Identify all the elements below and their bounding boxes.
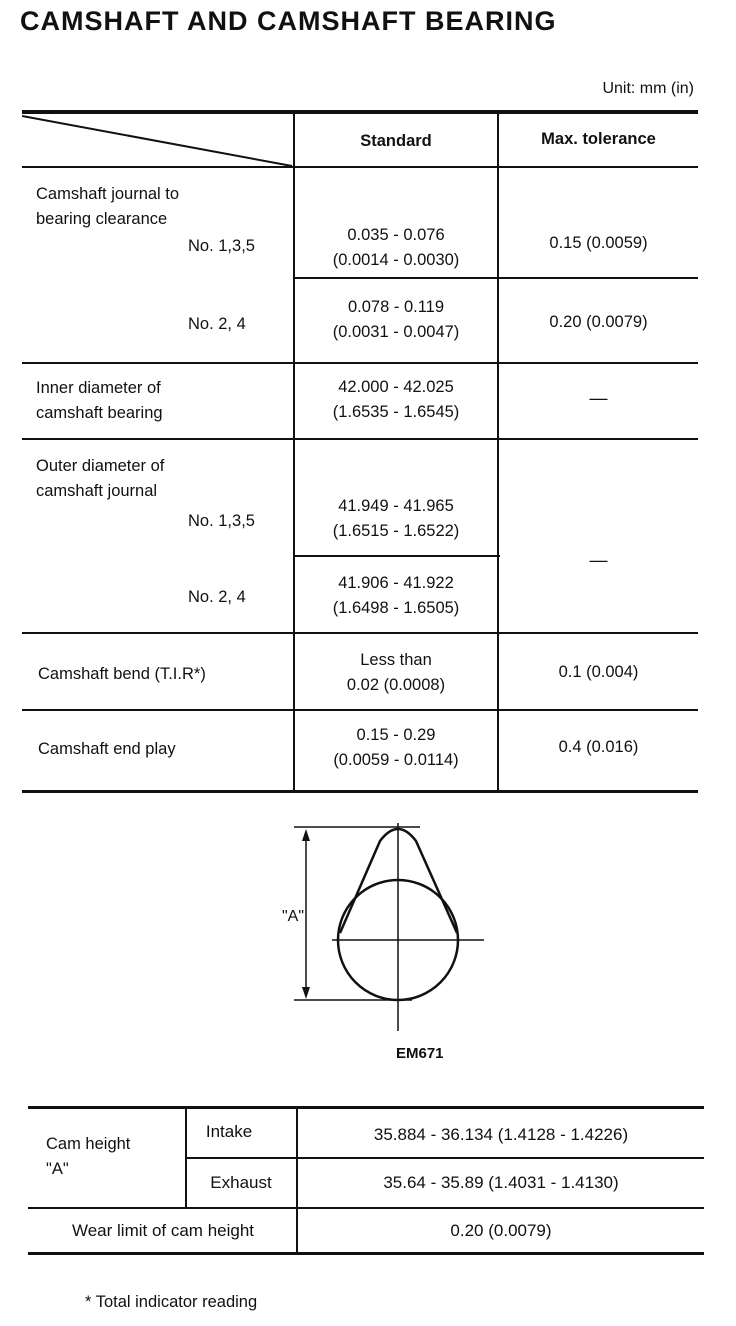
table-top-rule — [28, 1106, 704, 1109]
row-rule — [22, 438, 698, 440]
bend-max: 0.1 (0.004) — [558, 662, 639, 681]
clearance-no135-max: 0.15 (0.0059) — [549, 233, 648, 252]
row-rule — [22, 709, 698, 711]
footnote: * Total indicator reading — [85, 1293, 258, 1311]
exhaust-label: Exhaust — [210, 1172, 272, 1192]
row-rule — [185, 1157, 704, 1159]
table-bottom-rule — [28, 1252, 704, 1255]
cam-height-label: Cam height "A" — [46, 1135, 131, 1178]
sub-label-no-135: No. 1,3,5 — [188, 237, 255, 255]
end-play-max: 0.4 (0.016) — [558, 737, 639, 756]
header-diagonal — [22, 114, 294, 168]
cam-lobe-diagram — [270, 815, 510, 1040]
journal-outer-no24-standard: 41.906 - 41.922 (1.6498 - 1.6505) — [332, 574, 460, 617]
row-rule — [22, 632, 698, 634]
clearance-no24-max: 0.20 (0.0079) — [549, 312, 648, 331]
wear-limit-label: Wear limit of cam height — [71, 1221, 255, 1240]
dimension-arrow-bottom — [302, 987, 310, 999]
dimension-arrow-top — [302, 829, 310, 841]
row-rule — [294, 555, 500, 557]
sub-label-no-135: No. 1,3,5 — [188, 512, 255, 530]
wear-limit-value: 0.20 (0.0079) — [450, 1221, 552, 1240]
row-rule — [28, 1207, 704, 1209]
sub-label-no-24: No. 2, 4 — [188, 315, 246, 333]
journal-outer-max: — — [589, 549, 608, 570]
dimension-label: "A" — [282, 908, 305, 925]
clearance-no24-standard: 0.078 - 0.119 (0.0031 - 0.0047) — [332, 298, 460, 341]
table-bottom-rule — [22, 790, 698, 793]
bearing-inner-max: — — [589, 387, 608, 408]
row-label-bearing-inner-diameter: Inner diameter of camshaft bearing — [36, 379, 163, 422]
bend-standard: Less than 0.02 (0.0008) — [346, 651, 446, 694]
bearing-inner-standard: 42.000 - 42.025 (1.6535 - 1.6545) — [332, 378, 460, 421]
figure-caption: EM671 — [396, 1045, 444, 1062]
row-label-journal-outer-diameter: Outer diameter of camshaft journal — [36, 457, 165, 500]
row-rule — [22, 362, 698, 364]
row-label-camshaft-bend: Camshaft bend (T.I.R*) — [38, 665, 206, 683]
column-header-max-tolerance: Max. tolerance — [541, 130, 656, 148]
exhaust-value: 35.64 - 35.89 (1.4031 - 1.4130) — [383, 1172, 619, 1192]
page-title: CAMSHAFT AND CAMSHAFT BEARING — [20, 6, 557, 36]
intake-value: 35.884 - 36.134 (1.4128 - 1.4226) — [373, 1124, 629, 1144]
sub-label-no-24: No. 2, 4 — [188, 588, 246, 606]
intake-label: Intake — [205, 1122, 253, 1141]
unit-note: Unit: mm (in) — [602, 80, 694, 97]
row-label-journal-clearance: Camshaft journal to bearing clearance — [36, 185, 180, 228]
column-header-standard: Standard — [360, 132, 432, 150]
clearance-no135-standard: 0.035 - 0.076 (0.0014 - 0.0030) — [332, 226, 460, 269]
journal-outer-no135-standard: 41.949 - 41.965 (1.6515 - 1.6522) — [332, 497, 460, 540]
row-label-end-play: Camshaft end play — [38, 740, 176, 758]
end-play-standard: 0.15 - 0.29 (0.0059 - 0.0114) — [333, 726, 459, 769]
